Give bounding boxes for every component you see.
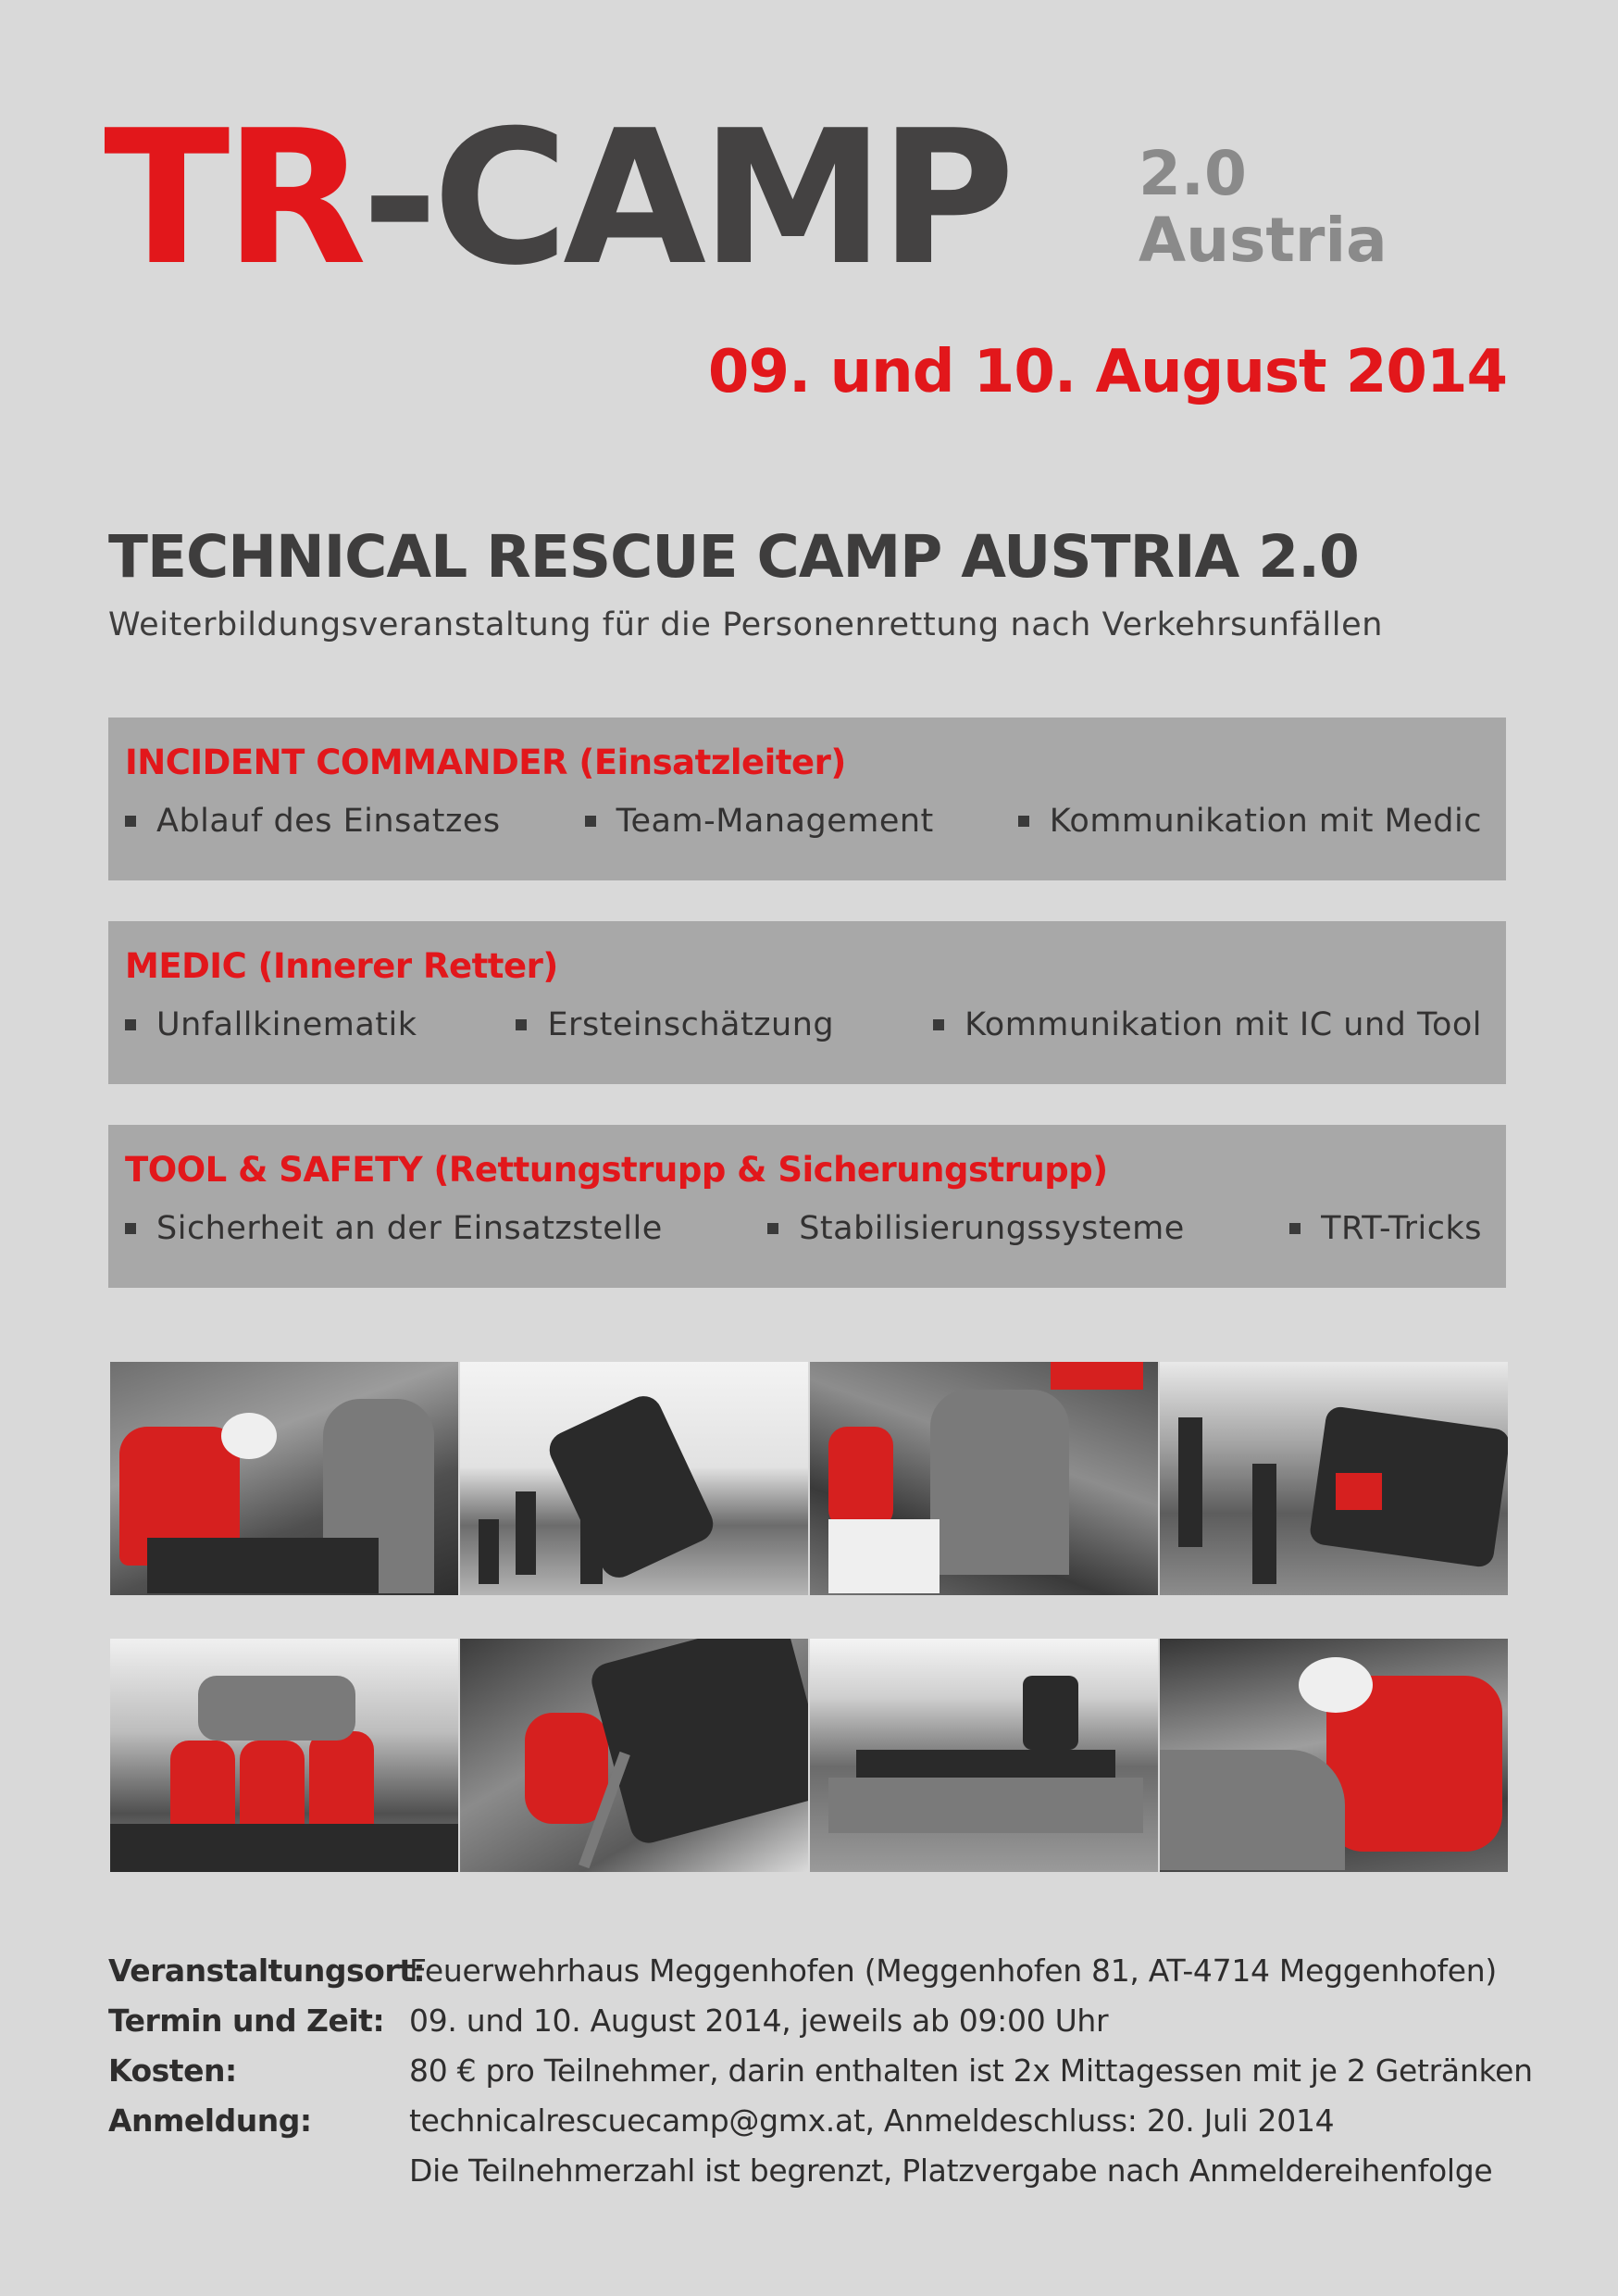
info-value: 80 € pro Teilnehmer, darin enthalten ist 2x Mittagessen mit je 2 Getränken <box>409 2053 1533 2089</box>
info-value: 09. und 10. August 2014, jeweils ab 09:00 Uhr <box>409 2003 1109 2039</box>
photo-team-group <box>110 1639 460 1872</box>
section-items <box>125 797 1506 845</box>
list-item-text: Kommunikation mit IC und Tool <box>965 1006 1482 1043</box>
info-label: Termin und Zeit: <box>108 2003 385 2039</box>
photo-rescue-tool <box>810 1362 1160 1595</box>
section-medic <box>108 921 1506 1084</box>
photo-medic-treatment <box>110 1362 460 1595</box>
section-title: MEDIC (Innerer Retter) <box>125 946 558 986</box>
photo-overturned-car <box>460 1362 810 1595</box>
logo-side-text <box>1139 138 1388 276</box>
event-date: 09. und 10. August 2014 <box>707 338 1507 406</box>
info-row-cost <box>108 2046 1533 2096</box>
list-item-text: Team-Management <box>616 803 934 840</box>
list-item <box>933 1001 1482 1049</box>
logo-country: Austria <box>1139 205 1388 276</box>
section-tool-safety <box>108 1125 1506 1288</box>
info-label: Veranstaltungsort: <box>108 1953 426 1989</box>
info-row-registration <box>108 2096 1533 2146</box>
list-item-text: Sicherheit an der Einsatzstelle <box>156 1210 663 1247</box>
section-title: TOOL & SAFETY (Rettungstrupp & Sicherungstrupp) <box>125 1150 1108 1190</box>
logo-tr: TR <box>104 91 362 306</box>
info-row-location <box>108 1946 1533 1996</box>
info-label-empty <box>108 2146 409 2196</box>
photo-row-1 <box>110 1362 1508 1595</box>
photo-stabilization <box>460 1639 810 1872</box>
info-note: Die Teilnehmerzahl ist begrenzt, Platzvergabe nach Anmeldereihenfolge <box>409 2152 1493 2189</box>
info-row-time <box>108 1996 1533 2046</box>
section-items <box>125 1001 1506 1049</box>
logo-version: 2.0 <box>1139 138 1247 209</box>
bullet-icon <box>125 816 136 827</box>
list-item <box>125 1204 663 1253</box>
bullet-icon <box>1289 1223 1301 1234</box>
info-label: Anmeldung: <box>108 2103 312 2139</box>
photo-stabilized-car <box>1160 1362 1508 1595</box>
logo-camp: -CAMP <box>361 91 1010 306</box>
section-title: INCIDENT COMMANDER (Einsatzleiter) <box>125 742 846 782</box>
list-item <box>125 797 501 845</box>
photo-equipment <box>810 1639 1160 1872</box>
list-item-text: Stabilisierungssysteme <box>799 1210 1185 1247</box>
event-info <box>108 1946 1533 2196</box>
list-item-text: Ersteinschätzung <box>547 1006 835 1043</box>
list-item <box>1289 1204 1482 1253</box>
photo-medic-inside-car <box>1160 1639 1508 1872</box>
bullet-icon <box>125 1223 136 1234</box>
info-row-note <box>108 2146 1533 2196</box>
bullet-icon <box>767 1223 778 1234</box>
bullet-icon <box>516 1019 527 1030</box>
list-item <box>125 1001 417 1049</box>
list-item <box>767 1204 1185 1253</box>
section-incident-commander <box>108 718 1506 880</box>
registration-email[interactable]: technicalrescuecamp@gmx.at, Anmeldeschluss: 20. Juli 2014 <box>409 2103 1335 2139</box>
bullet-icon <box>933 1019 944 1030</box>
list-item-text: Unfallkinematik <box>156 1006 417 1043</box>
info-value: Feuerwehrhaus Meggenhofen (Meggenhofen 81, AT-4714 Meggenhofen) <box>409 1953 1497 1989</box>
list-item-text: Kommunikation mit Medic <box>1049 803 1482 840</box>
bullet-icon <box>585 816 596 827</box>
list-item <box>1018 797 1482 845</box>
info-label: Kosten: <box>108 2053 237 2089</box>
headline: TECHNICAL RESCUE CAMP AUSTRIA 2.0 <box>108 523 1359 591</box>
bullet-icon <box>1018 816 1029 827</box>
subline: Weiterbildungsveranstaltung für die Personenrettung nach Verkehrsunfällen <box>108 606 1384 643</box>
photo-row-2 <box>110 1639 1508 1872</box>
list-item-text: TRT-Tricks <box>1321 1210 1482 1247</box>
logo-wordmark <box>104 93 1010 306</box>
list-item-text: Ablauf des Einsatzes <box>156 803 501 840</box>
list-item <box>585 797 934 845</box>
bullet-icon <box>125 1019 136 1030</box>
list-item <box>516 1001 834 1049</box>
section-items <box>125 1204 1506 1253</box>
